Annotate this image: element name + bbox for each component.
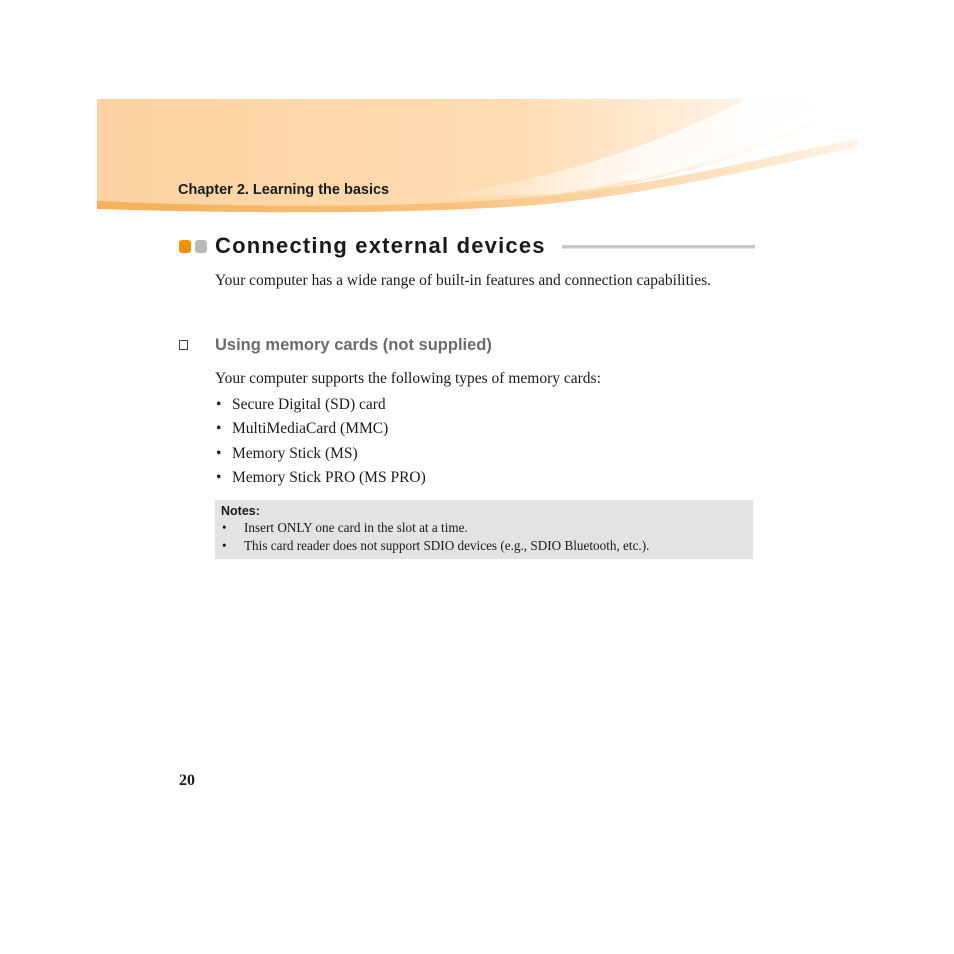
- list-item: • Memory Stick PRO (MS PRO): [216, 468, 426, 486]
- memory-cards-intro: Your computer supports the following types of memory cards:: [215, 370, 601, 387]
- notes-list: [221, 519, 747, 555]
- bullet-icon: •: [216, 420, 222, 438]
- square-bullet-icon: [179, 340, 188, 350]
- bullet-icon: •: [222, 520, 227, 535]
- note-item: • This card reader does not support SDIO devices (e.g., SDIO Bluetooth, etc.).: [222, 538, 650, 553]
- bullet-icon: •: [216, 444, 222, 462]
- subsection-title: Using memory cards (not supplied): [215, 336, 492, 354]
- section-heading: [179, 233, 755, 261]
- notes-label: Notes:: [221, 504, 260, 518]
- page-number: 20: [179, 772, 195, 789]
- heading-rule: [562, 245, 755, 249]
- bullet-icon: •: [216, 468, 222, 486]
- bullet-icon: •: [216, 396, 222, 413]
- list-item: • MultiMediaCard (MMC): [216, 420, 389, 438]
- heading-squares-icon: [179, 240, 209, 253]
- memory-card-list: [215, 395, 426, 492]
- chapter-title: Chapter 2. Learning the basics: [178, 182, 390, 198]
- subsection-heading: [179, 336, 739, 358]
- intro-paragraph: Your computer has a wide range of built-in features and connection capabilities.: [215, 272, 711, 289]
- bullet-icon: •: [222, 538, 227, 553]
- notes-box: [215, 500, 753, 559]
- list-item: • Secure Digital (SD) card: [216, 396, 386, 413]
- note-item: • Insert ONLY one card in the slot at a time.: [222, 520, 468, 535]
- list-item: • Memory Stick (MS): [216, 444, 358, 462]
- orange-square-icon: [179, 240, 191, 253]
- gray-square-icon: [195, 240, 207, 253]
- section-title: Connecting external devices: [215, 233, 546, 258]
